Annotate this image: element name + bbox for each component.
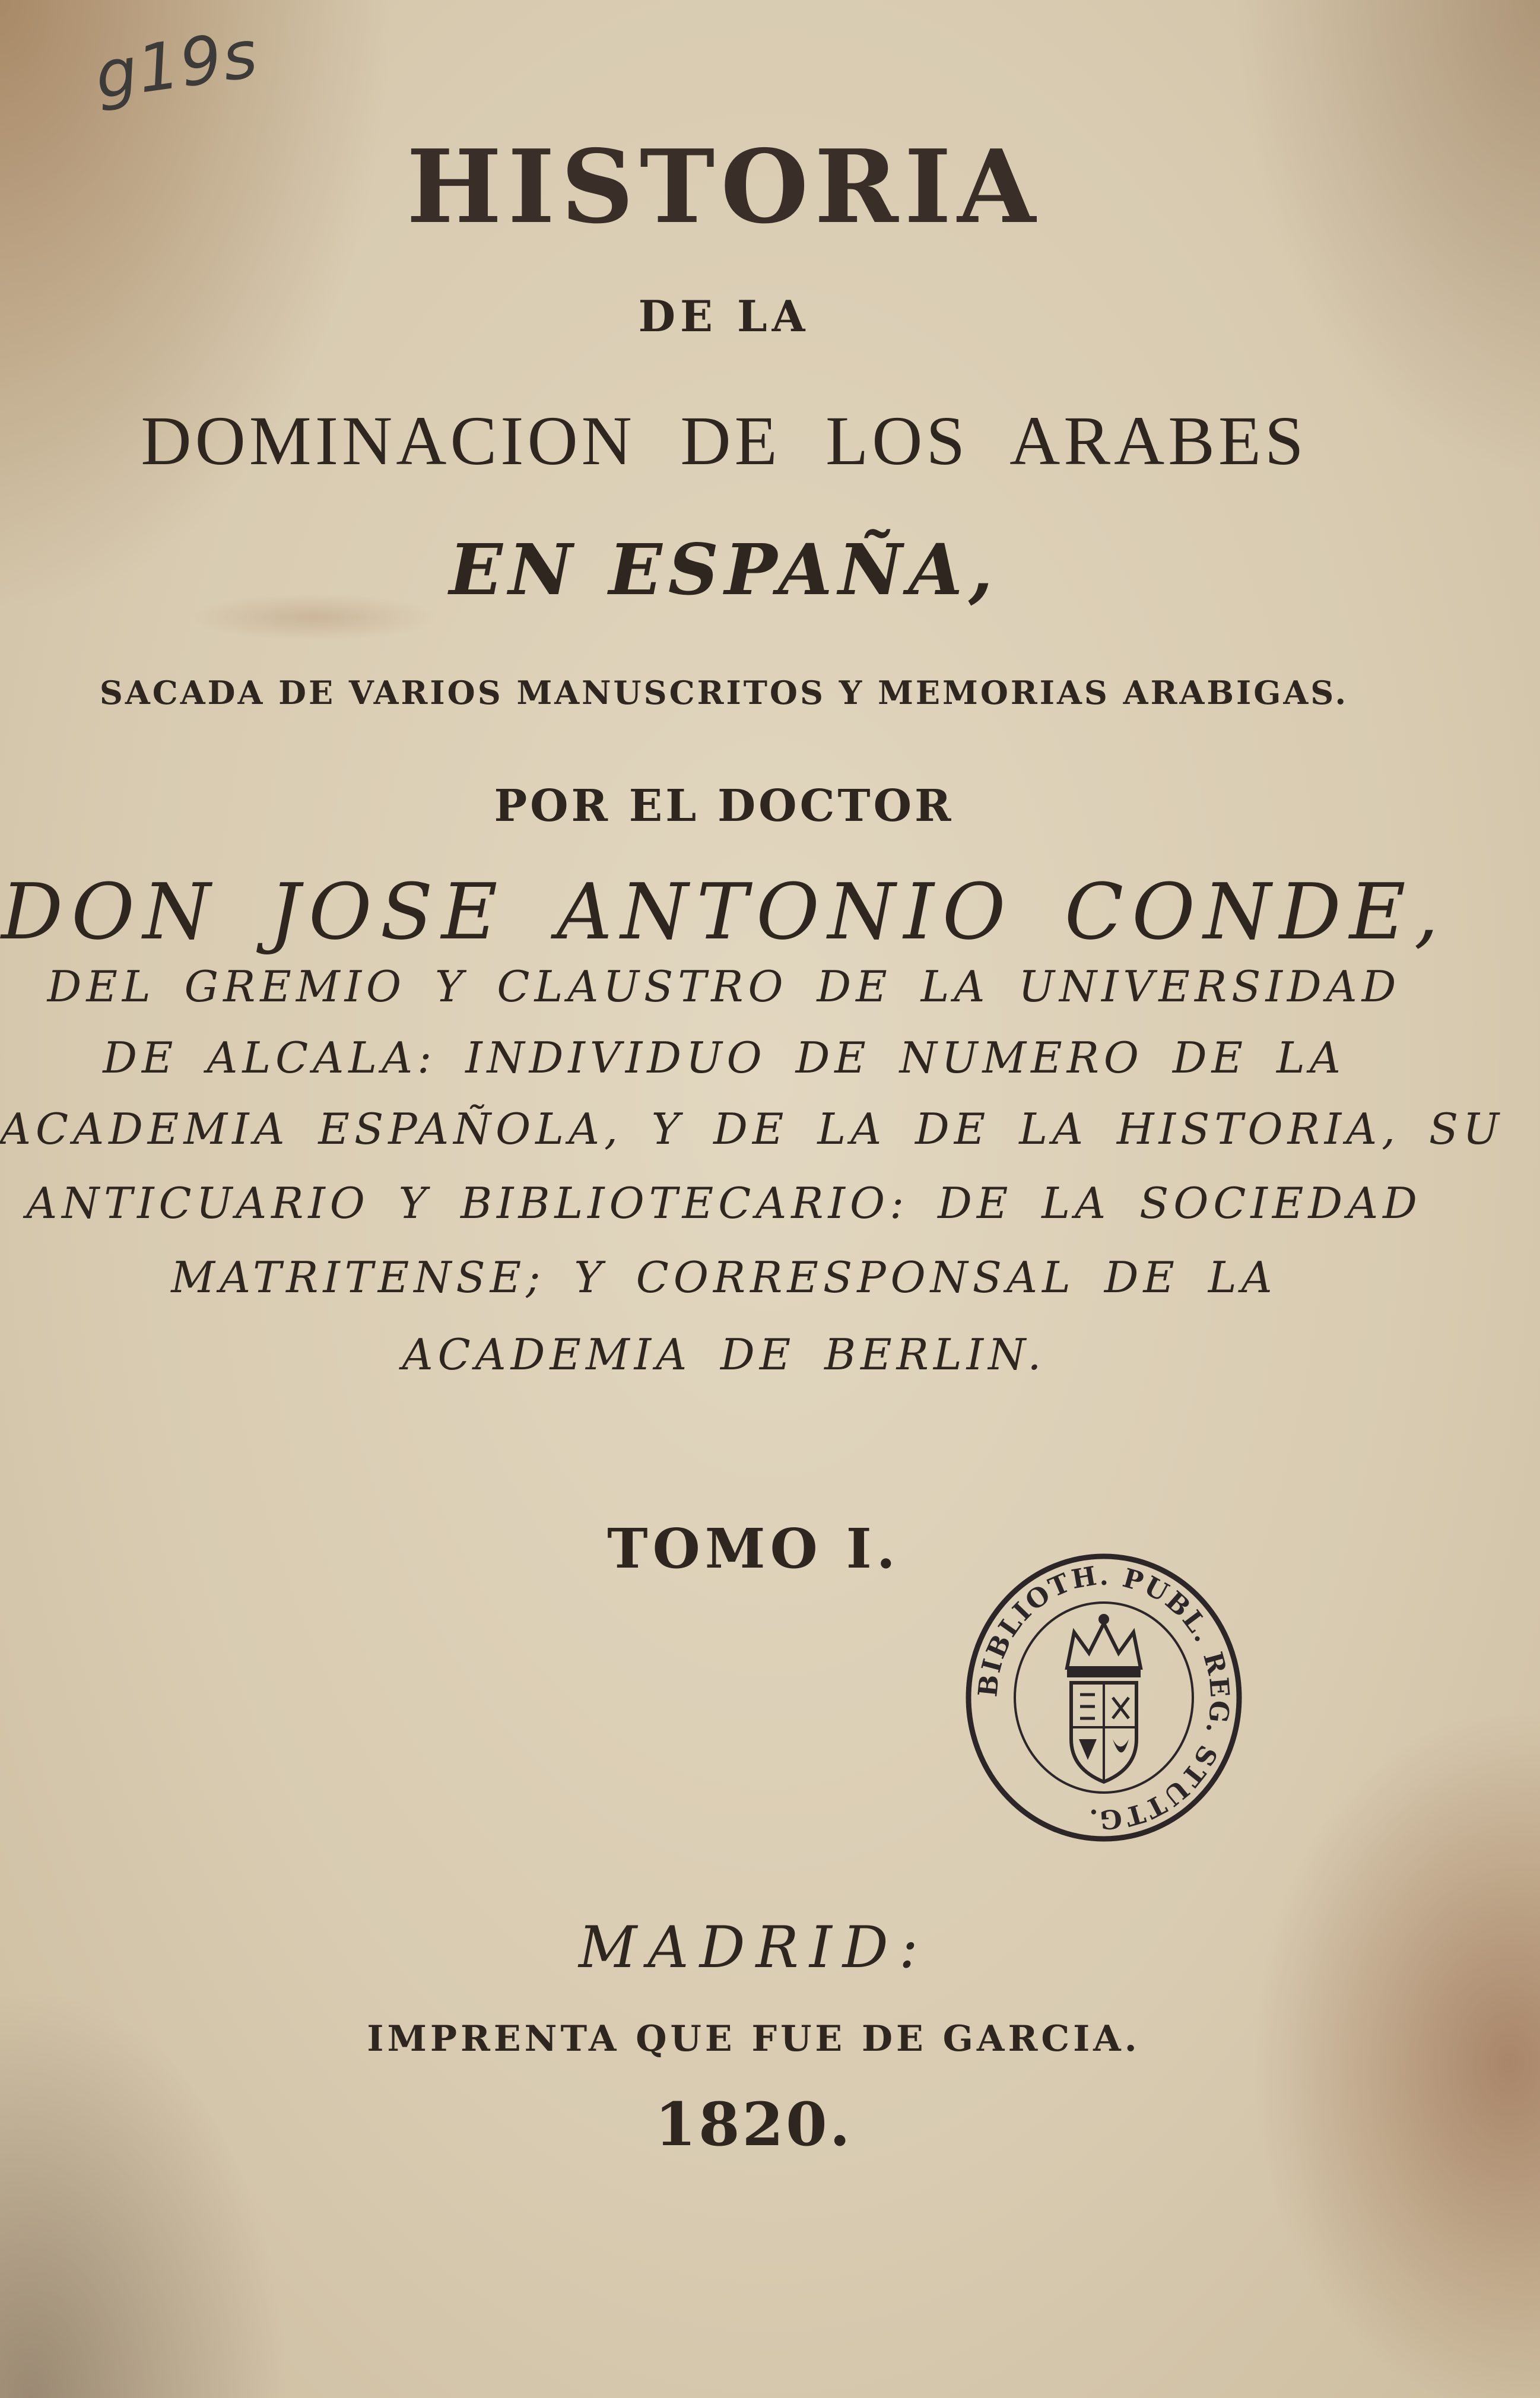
- coat-of-arms-icon: [1071, 1683, 1136, 1782]
- author-name: DON JOSE ANTONIO CONDE,: [1, 867, 1447, 957]
- author-affiliation-line: DE ALCALA: INDIVIDUO DE NUMERO DE LA: [103, 1033, 1345, 1083]
- subtitle-connector: DE LA: [638, 291, 810, 341]
- subtitle-place: EN ESPAÑA,: [449, 528, 999, 611]
- imprint-printer: IMPRENTA QUE FUE DE GARCIA.: [367, 2018, 1141, 2060]
- author-intro: POR EL DOCTOR: [494, 781, 954, 832]
- handwritten-shelfmark: g19s: [90, 15, 263, 114]
- author-affiliation-line: ANTICUARIO Y BIBLIOTECARIO: DE LA SOCIEDAD: [26, 1178, 1422, 1228]
- library-stamp: [961, 1549, 1246, 1846]
- author-affiliation-line: ACADEMIA DE BERLIN.: [402, 1330, 1046, 1379]
- author-affiliation-line: ACADEMIA ESPAÑOLA, Y DE LA DE LA HISTORIA, SU: [0, 1104, 1504, 1154]
- volume-label: TOMO I.: [607, 1517, 900, 1581]
- book-title: HISTORIA: [406, 128, 1042, 246]
- book-subtitle: DOMINACION DE LOS ARABES: [141, 402, 1307, 480]
- author-affiliation-line: DEL GREMIO Y CLAUSTRO DE LA UNIVERSIDAD: [47, 962, 1401, 1011]
- imprint-place: MADRID:: [578, 1914, 929, 1981]
- author-affiliation-line: MATRITENSE; Y CORRESPONSAL DE LA: [171, 1252, 1277, 1302]
- imprint-year: 1820.: [655, 2089, 853, 2159]
- sources-line: SACADA DE VARIOS MANUSCRITOS Y MEMORIAS ARABIGAS.: [99, 674, 1349, 712]
- stamp-lettering: BIBLIOTH. PUBL. REG. STUTTG.: [973, 1560, 1235, 1835]
- crown-icon: [1067, 1614, 1141, 1677]
